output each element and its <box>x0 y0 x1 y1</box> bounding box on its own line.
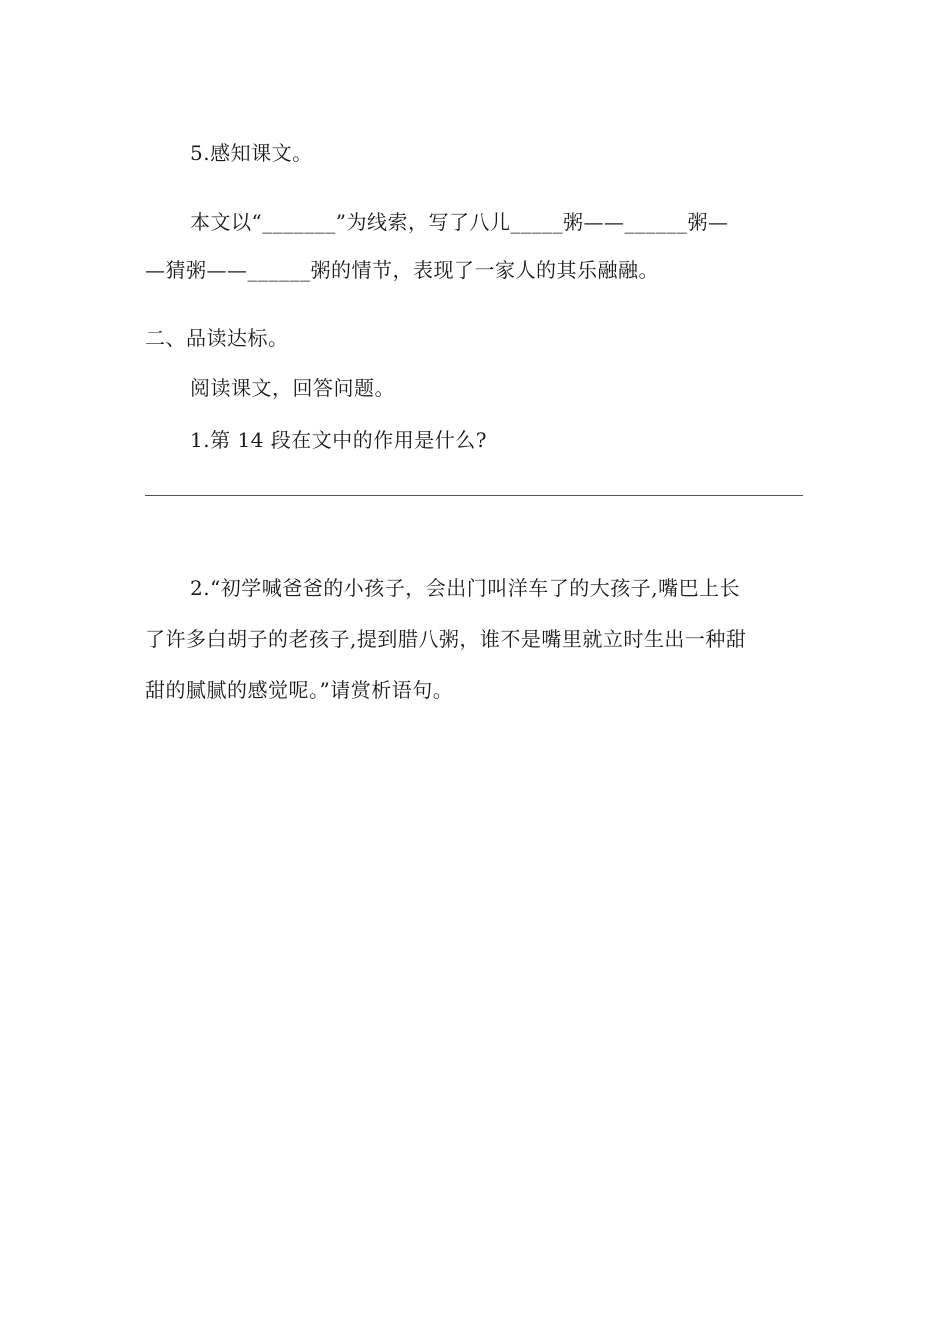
question-5-title: 5.感知课文。 <box>190 141 313 165</box>
question-2-line-1: 2.“初学喊爸爸的小孩子，会出门叫洋车了的大孩子,嘴巴上长 <box>190 576 741 600</box>
answer-line <box>145 495 803 496</box>
reading-instruction: 阅读课文，回答问题。 <box>190 376 395 400</box>
section-2-heading: 二、品读达标。 <box>145 326 289 350</box>
question-5-text-line-1: 本文以“_______”为线索，写了八儿_____粥——______粥— <box>190 210 729 234</box>
question-2-line-3: 甜的腻腻的感觉呢。”请赏析语句。 <box>145 678 454 702</box>
question-2-line-2: 了许多白胡子的老孩子,提到腊八粥，谁不是嘴里就立时生出一种甜 <box>145 627 747 651</box>
question-1: 1.第 14 段在文中的作用是什么? <box>190 428 487 452</box>
question-5-text-line-2: —猜粥——______粥的情节，表现了一家人的其乐融融。 <box>145 258 659 282</box>
